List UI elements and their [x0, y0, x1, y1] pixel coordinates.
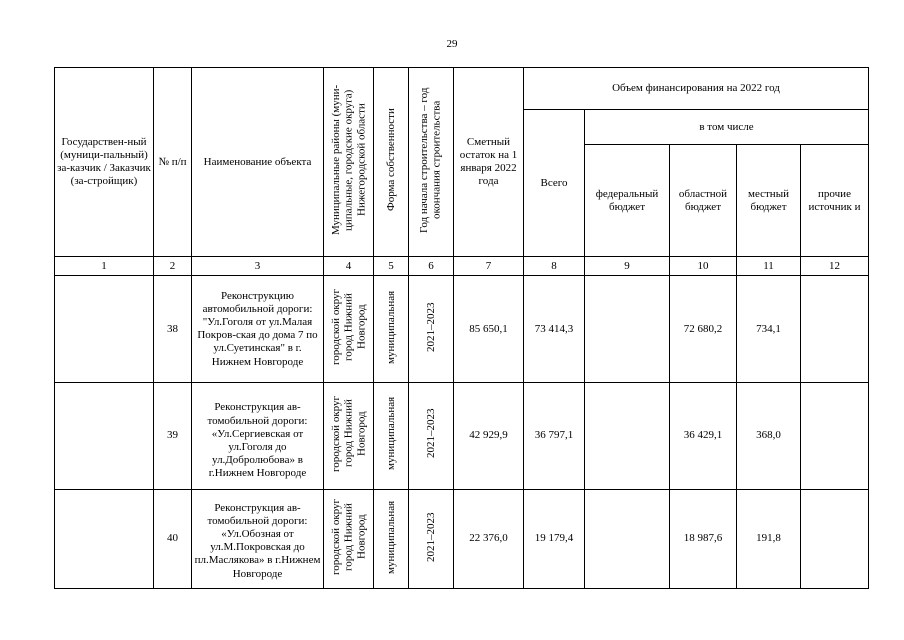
- cell-total: 19 179,4: [524, 489, 585, 588]
- col-num-10: 10: [670, 257, 737, 276]
- cell-balance: 22 376,0: [454, 489, 524, 588]
- col-num-6: 6: [409, 257, 454, 276]
- header-municipal-districts: Муниципальные районы (муни-ципальные, городские округа) Нижегородской области: [324, 68, 374, 257]
- col-num-3: 3: [192, 257, 324, 276]
- cell-ownership: муниципальная: [374, 276, 409, 383]
- cell-local: 368,0: [737, 383, 801, 489]
- table-row: [55, 489, 869, 588]
- col-num-5: 5: [374, 257, 409, 276]
- header-federal-budget: федеральный бюджет: [585, 145, 670, 257]
- cell-local: 734,1: [737, 276, 801, 383]
- cell-num: 38: [154, 276, 192, 383]
- cell-ownership: муниципальная: [374, 383, 409, 489]
- cell-local: 191,8: [737, 489, 801, 588]
- financing-table: [54, 67, 869, 589]
- header-estimated-balance: Сметный остаток на 1 января 2022 года: [454, 68, 524, 257]
- cell-regional: 72 680,2: [670, 276, 737, 383]
- cell-customer: [55, 489, 154, 588]
- header-including: в том числе: [585, 110, 869, 145]
- cell-customer: [55, 383, 154, 489]
- col-num-8: 8: [524, 257, 585, 276]
- col-num-11: 11: [737, 257, 801, 276]
- cell-years: 2021–2023: [409, 489, 454, 588]
- cell-district: городской округ город Нижний Новгород: [324, 383, 374, 489]
- cell-federal: [585, 276, 670, 383]
- cell-ownership: муниципальная: [374, 489, 409, 588]
- cell-regional: 18 987,6: [670, 489, 737, 588]
- cell-balance: 42 929,9: [454, 383, 524, 489]
- col-num-4: 4: [324, 257, 374, 276]
- cell-total: 73 414,3: [524, 276, 585, 383]
- cell-regional: 36 429,1: [670, 383, 737, 489]
- cell-federal: [585, 489, 670, 588]
- col-num-1: 1: [55, 257, 154, 276]
- cell-years: 2021–2023: [409, 276, 454, 383]
- header-ownership-form: Форма собственности: [374, 68, 409, 257]
- col-num-12: 12: [801, 257, 869, 276]
- col-num-9: 9: [585, 257, 670, 276]
- header-construction-years: Год начала строительства – год окончания строительства: [409, 68, 454, 257]
- cell-other: [801, 489, 869, 588]
- cell-federal: [585, 383, 670, 489]
- header-financing-volume: Объем финансирования на 2022 год: [524, 68, 869, 110]
- header-num: № п/п: [154, 68, 192, 257]
- cell-balance: 85 650,1: [454, 276, 524, 383]
- col-num-2: 2: [154, 257, 192, 276]
- cell-num: 39: [154, 383, 192, 489]
- page-number: 29: [446, 38, 458, 50]
- table-row: [55, 383, 869, 489]
- header-total: Всего: [524, 110, 585, 257]
- header-customer: Государствен-ный (муници-пальный) за-казчик / Заказчик (за-стройщик): [55, 68, 154, 257]
- cell-object-name: Реконструкция ав-томобильной дороги: «Ул.Сергиевская от ул.Гоголя до ул.Добролюбова» в г.Нижнем Новгороде: [192, 383, 324, 489]
- column-number-row: [55, 257, 869, 276]
- cell-district: городской округ город Нижний Новгород: [324, 489, 374, 588]
- header-other-sources: прочие источник и: [801, 145, 869, 257]
- cell-other: [801, 383, 869, 489]
- cell-other: [801, 276, 869, 383]
- cell-customer: [55, 276, 154, 383]
- cell-object-name: Реконструкцию автомобильной дороги: "Ул.Гоголя от ул.Малая Покров-ская до дома 7 по ул.Суетинская" в г. Нижнем Новгороде: [192, 276, 324, 383]
- cell-object-name: Реконструкция ав-томобильной дороги: «Ул.Обозная от ул.М.Покровская до пл.Маслякова» в г.Нижнем Новгороде: [192, 489, 324, 588]
- table-row: [55, 276, 869, 383]
- cell-num: 40: [154, 489, 192, 588]
- header-regional-budget: областной бюджет: [670, 145, 737, 257]
- col-num-7: 7: [454, 257, 524, 276]
- cell-district: городской округ город Нижний Новгород: [324, 276, 374, 383]
- header-object-name: Наименование объекта: [192, 68, 324, 257]
- cell-years: 2021–2023: [409, 383, 454, 489]
- cell-total: 36 797,1: [524, 383, 585, 489]
- header-local-budget: местный бюджет: [737, 145, 801, 257]
